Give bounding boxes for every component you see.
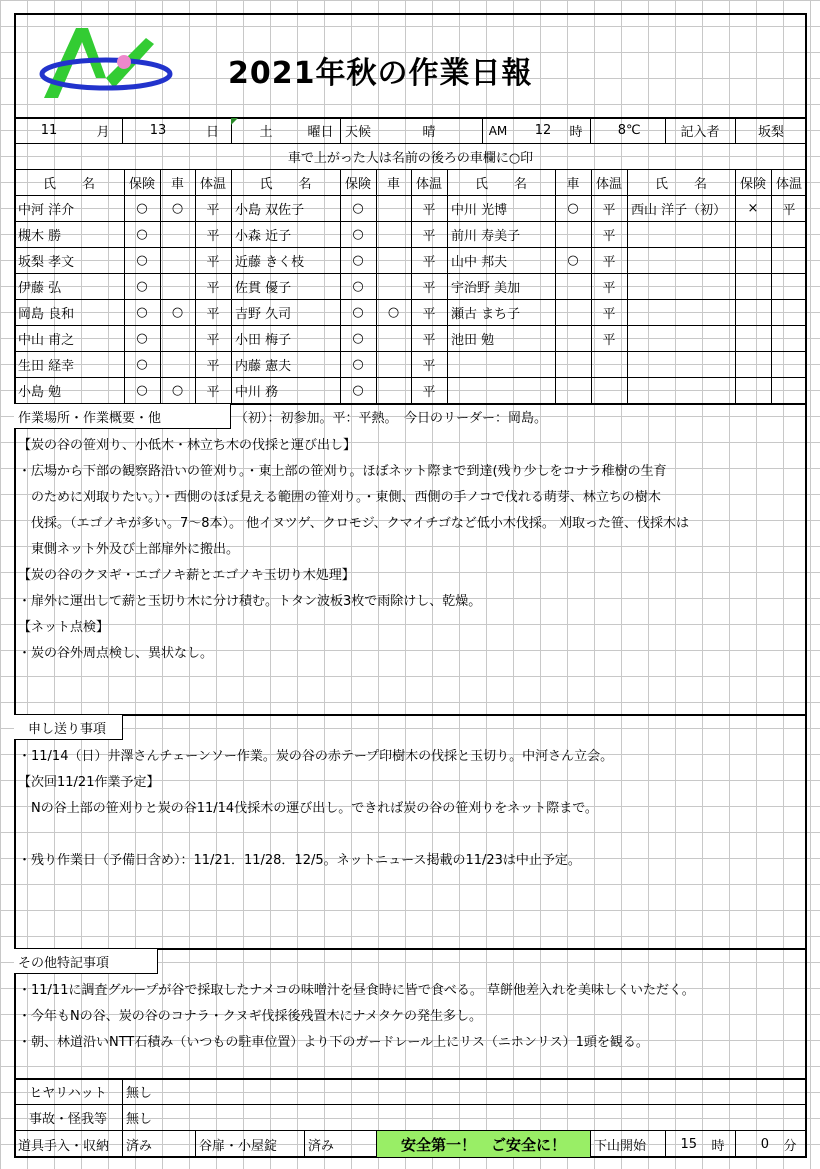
header-insurance: 保険 — [344, 176, 371, 192]
member-insurance: ○ — [352, 252, 364, 268]
header-temp: 体温 — [775, 176, 802, 192]
descent-hour: 15 — [680, 1136, 697, 1152]
safety-banner: 安全第一！ ご安全に！ — [377, 1131, 590, 1157]
header-name: 氏 名 — [42, 176, 95, 192]
member-temp: 平 — [422, 228, 436, 244]
car-note: 車で上がった人は名前の後ろの車欄に○印 — [287, 150, 534, 166]
member-temp: 平 — [602, 332, 616, 348]
work-line: のために刈取りたい。）・西側のほぼ見える範囲の笹刈り。・東側、西側の手ノコで伐れる萌芽、林立ちの樹木 — [18, 490, 661, 505]
work-line: 【炭の谷のクヌギ・エゴノキ薪とエゴノキ玉切り木処理】 — [18, 568, 355, 583]
member-temp: 平 — [206, 332, 220, 348]
member-name: 中山 甫之 — [18, 332, 75, 348]
notes-line: ・朝、林道沿いNTT石積み（いつもの駐車位置）より下のガードレール上にリス（ニホンリス）1頭を観る。 — [18, 1035, 649, 1050]
header-car: 車 — [386, 176, 400, 192]
temperature-value: 8 — [617, 123, 626, 138]
member-name: 瀬古 まち子 — [451, 306, 521, 322]
header-temp: 体温 — [199, 176, 226, 192]
work-line: ・炭の谷外周点検し、異状なし。 — [18, 646, 214, 661]
weather-value: 晴 — [422, 125, 436, 140]
weekday-value: 土 — [259, 125, 273, 140]
member-temp: 平 — [602, 280, 616, 296]
handover-line: 【次回11/21作業予定】 — [18, 775, 160, 790]
weekday-label: 曜日 — [307, 125, 334, 140]
month-label: 月 — [96, 125, 110, 140]
writer-label: 記入者 — [680, 125, 720, 140]
header-car: 車 — [170, 176, 184, 192]
member-name: 小島 双佐子 — [235, 202, 305, 218]
month-value: 11 — [40, 123, 58, 138]
member-car — [160, 325, 195, 351]
accident-value: 無し — [126, 1112, 153, 1127]
member-insurance: ○ — [352, 304, 364, 320]
member-car — [555, 325, 591, 351]
member-insurance: ○ — [352, 200, 364, 216]
work-line: 伐採。（エゴノキが多い。7～8本）。 他イヌツゲ、クロモジ、クマイチゴなど低小木伐採。 刈取った笹、伐採木は — [18, 516, 690, 531]
member-name: 槻木 勝 — [18, 228, 62, 244]
member-name: 内藤 憲夫 — [235, 358, 292, 374]
member-temp: 平 — [206, 280, 220, 296]
member-name: 小田 梅子 — [235, 332, 292, 348]
hour-value: 12 — [534, 123, 552, 138]
work-line: 【炭の谷の笹刈り、小低木・林立ち木の伐採と運び出し】 — [18, 438, 357, 453]
member-car — [555, 299, 591, 325]
member-temp: 平 — [206, 306, 220, 322]
member-name: 生田 経幸 — [18, 358, 75, 374]
descent-label: 下山開始 — [594, 1138, 647, 1154]
member-car: ○ — [171, 200, 184, 216]
member-car — [160, 247, 195, 273]
work-legend: （初）：初参加。平：平熱。 今日のリーダー：岡島。 — [235, 410, 548, 426]
member-car — [376, 247, 411, 273]
header-name: 氏 名 — [654, 176, 707, 192]
member-temp: 平 — [206, 228, 220, 244]
work-section-label: 作業場所・作業概要・他 — [14, 403, 231, 429]
temperature-unit: ℃ — [626, 123, 641, 138]
header-name: 氏 名 — [474, 176, 527, 192]
header-name: 氏 名 — [259, 176, 312, 192]
member-car: ○ — [171, 304, 184, 320]
member-insurance: × — [747, 200, 759, 216]
member-car — [160, 351, 195, 377]
handover-line: ・残り作業日（予備日含め）：11/21．11/28．12/5。ネットニュース掲載の11/23は中止予定。 — [18, 853, 581, 868]
member-insurance: ○ — [352, 356, 364, 372]
member-temp: 平 — [206, 384, 220, 400]
member-name: 中川 光博 — [451, 202, 508, 218]
gate-value: 済み — [308, 1138, 335, 1154]
member-car — [376, 273, 411, 299]
member-temp: 平 — [602, 254, 616, 270]
member-name: 小森 近子 — [235, 228, 292, 244]
member-car — [376, 351, 411, 377]
member-temp: 平 — [422, 202, 436, 218]
member-temp: 平 — [422, 254, 436, 270]
header-car: 車 — [566, 176, 580, 192]
member-car — [160, 273, 195, 299]
member-car — [376, 377, 411, 403]
work-line: 【ネット点検】 — [18, 620, 110, 635]
member-insurance: ○ — [136, 226, 148, 242]
member-insurance: ○ — [136, 356, 148, 372]
logo-icon — [36, 22, 176, 102]
descent-minute: 0 — [760, 1136, 769, 1152]
member-insurance: ○ — [136, 382, 148, 398]
work-line: 東側ネット外及び上部扉外に搬出。 — [18, 542, 240, 557]
member-temp: 平 — [782, 202, 796, 218]
hour-unit: 時 — [711, 1138, 725, 1154]
member-car: ○ — [567, 200, 579, 216]
gate-label: 谷扉・小屋錠 — [199, 1138, 278, 1154]
member-name: 坂梨 孝文 — [18, 254, 75, 270]
member-car — [376, 221, 411, 247]
notes-line: ・11/11に調査グループが谷で採取したナメコの味噌汁を昼食時に皆で食べる。 草餅他差入れを美味しくいただく。 — [18, 983, 695, 998]
member-temp: 平 — [422, 306, 436, 322]
member-insurance: ○ — [352, 226, 364, 242]
page-title: 2021年秋の作業日報 — [228, 56, 533, 91]
ampm-label: AM — [488, 123, 508, 138]
accident-label: 事故・怪我等 — [28, 1112, 107, 1127]
member-name: 岡島 良和 — [18, 306, 75, 322]
member-temp: 平 — [206, 254, 220, 270]
notes-section-label: その他特記事項 — [14, 948, 158, 974]
member-car: ○ — [567, 252, 579, 268]
header-insurance: 保険 — [739, 176, 766, 192]
weather-label: 天候 — [344, 125, 371, 140]
minute-unit: 分 — [783, 1138, 797, 1154]
member-insurance: ○ — [136, 330, 148, 346]
member-car — [555, 273, 591, 299]
member-name: 前川 寿美子 — [451, 228, 521, 244]
member-name: 中川 務 — [235, 384, 279, 400]
handover-line: Nの谷上部の笹刈りと炭の谷11/14伐採木の運び出し。できれば炭の谷の笹刈りをネット際まで。 — [18, 801, 598, 816]
handover-line: ・11/14（日）井澤さんチェーンソー作業。炭の谷の赤テープ印樹木の伐採と玉切り。中河さん立会。 — [18, 749, 614, 764]
member-temp: 平 — [422, 384, 436, 400]
member-name: 西山 洋子（初） — [631, 202, 727, 218]
member-insurance: ○ — [136, 252, 148, 268]
member-temp: 平 — [602, 228, 616, 244]
work-line: ・扉外に運出して薪と玉切り木に分け積む。トタン波板3枚で雨除けし、乾燥。 — [18, 594, 482, 609]
hour-label: 時 — [569, 125, 583, 140]
member-insurance: ○ — [136, 304, 148, 320]
hiyari-value: 無し — [126, 1086, 153, 1101]
member-insurance: ○ — [136, 278, 148, 294]
notes-line: ・今年もNの谷、炭の谷のコナラ・クヌギ伐採後残置木にナメタケの発生多し。 — [18, 1009, 482, 1024]
member-name: 佐貫 優子 — [235, 280, 292, 296]
tools-label: 道具手入・収納 — [18, 1138, 110, 1154]
day-label: 日 — [205, 125, 219, 140]
member-name: 中河 洋介 — [18, 202, 75, 218]
member-insurance: ○ — [352, 278, 364, 294]
member-insurance: ○ — [352, 330, 364, 346]
member-temp: 平 — [422, 358, 436, 374]
handover-section-label: 申し送り事項 — [14, 714, 123, 740]
member-car: ○ — [387, 304, 400, 320]
header-temp: 体温 — [595, 176, 622, 192]
member-temp: 平 — [422, 332, 436, 348]
member-temp: 平 — [422, 280, 436, 296]
member-car — [376, 195, 411, 221]
member-car — [160, 221, 195, 247]
member-name: 近藤 きく枝 — [235, 254, 305, 270]
writer-value: 坂梨 — [757, 125, 784, 140]
hiyari-label: ヒヤリハット — [29, 1086, 107, 1101]
header-temp: 体温 — [415, 176, 442, 192]
member-temp: 平 — [602, 202, 616, 218]
header-insurance: 保険 — [128, 176, 155, 192]
day-value: 13 — [149, 123, 167, 138]
member-temp: 平 — [602, 306, 616, 322]
member-name: 山中 邦夫 — [451, 254, 508, 270]
member-temp: 平 — [206, 358, 220, 374]
member-name: 宇治野 美加 — [451, 280, 521, 296]
member-insurance: ○ — [136, 200, 148, 216]
member-name: 吉野 久司 — [235, 306, 292, 322]
member-name: 伊藤 弘 — [18, 280, 62, 296]
member-name: 小島 勉 — [18, 384, 62, 400]
member-temp: 平 — [206, 202, 220, 218]
member-insurance: ○ — [352, 382, 364, 398]
work-line: ・広場から下部の観察路沿いの笹刈り。・東上部の笹刈り。ほぼネット際まで到達(残り少しをコナラ稚樹の生育 — [18, 464, 667, 479]
member-name: 池田 勉 — [451, 332, 495, 348]
member-car: ○ — [171, 382, 184, 398]
member-car — [555, 221, 591, 247]
member-car — [376, 325, 411, 351]
tools-value: 済み — [126, 1138, 153, 1154]
